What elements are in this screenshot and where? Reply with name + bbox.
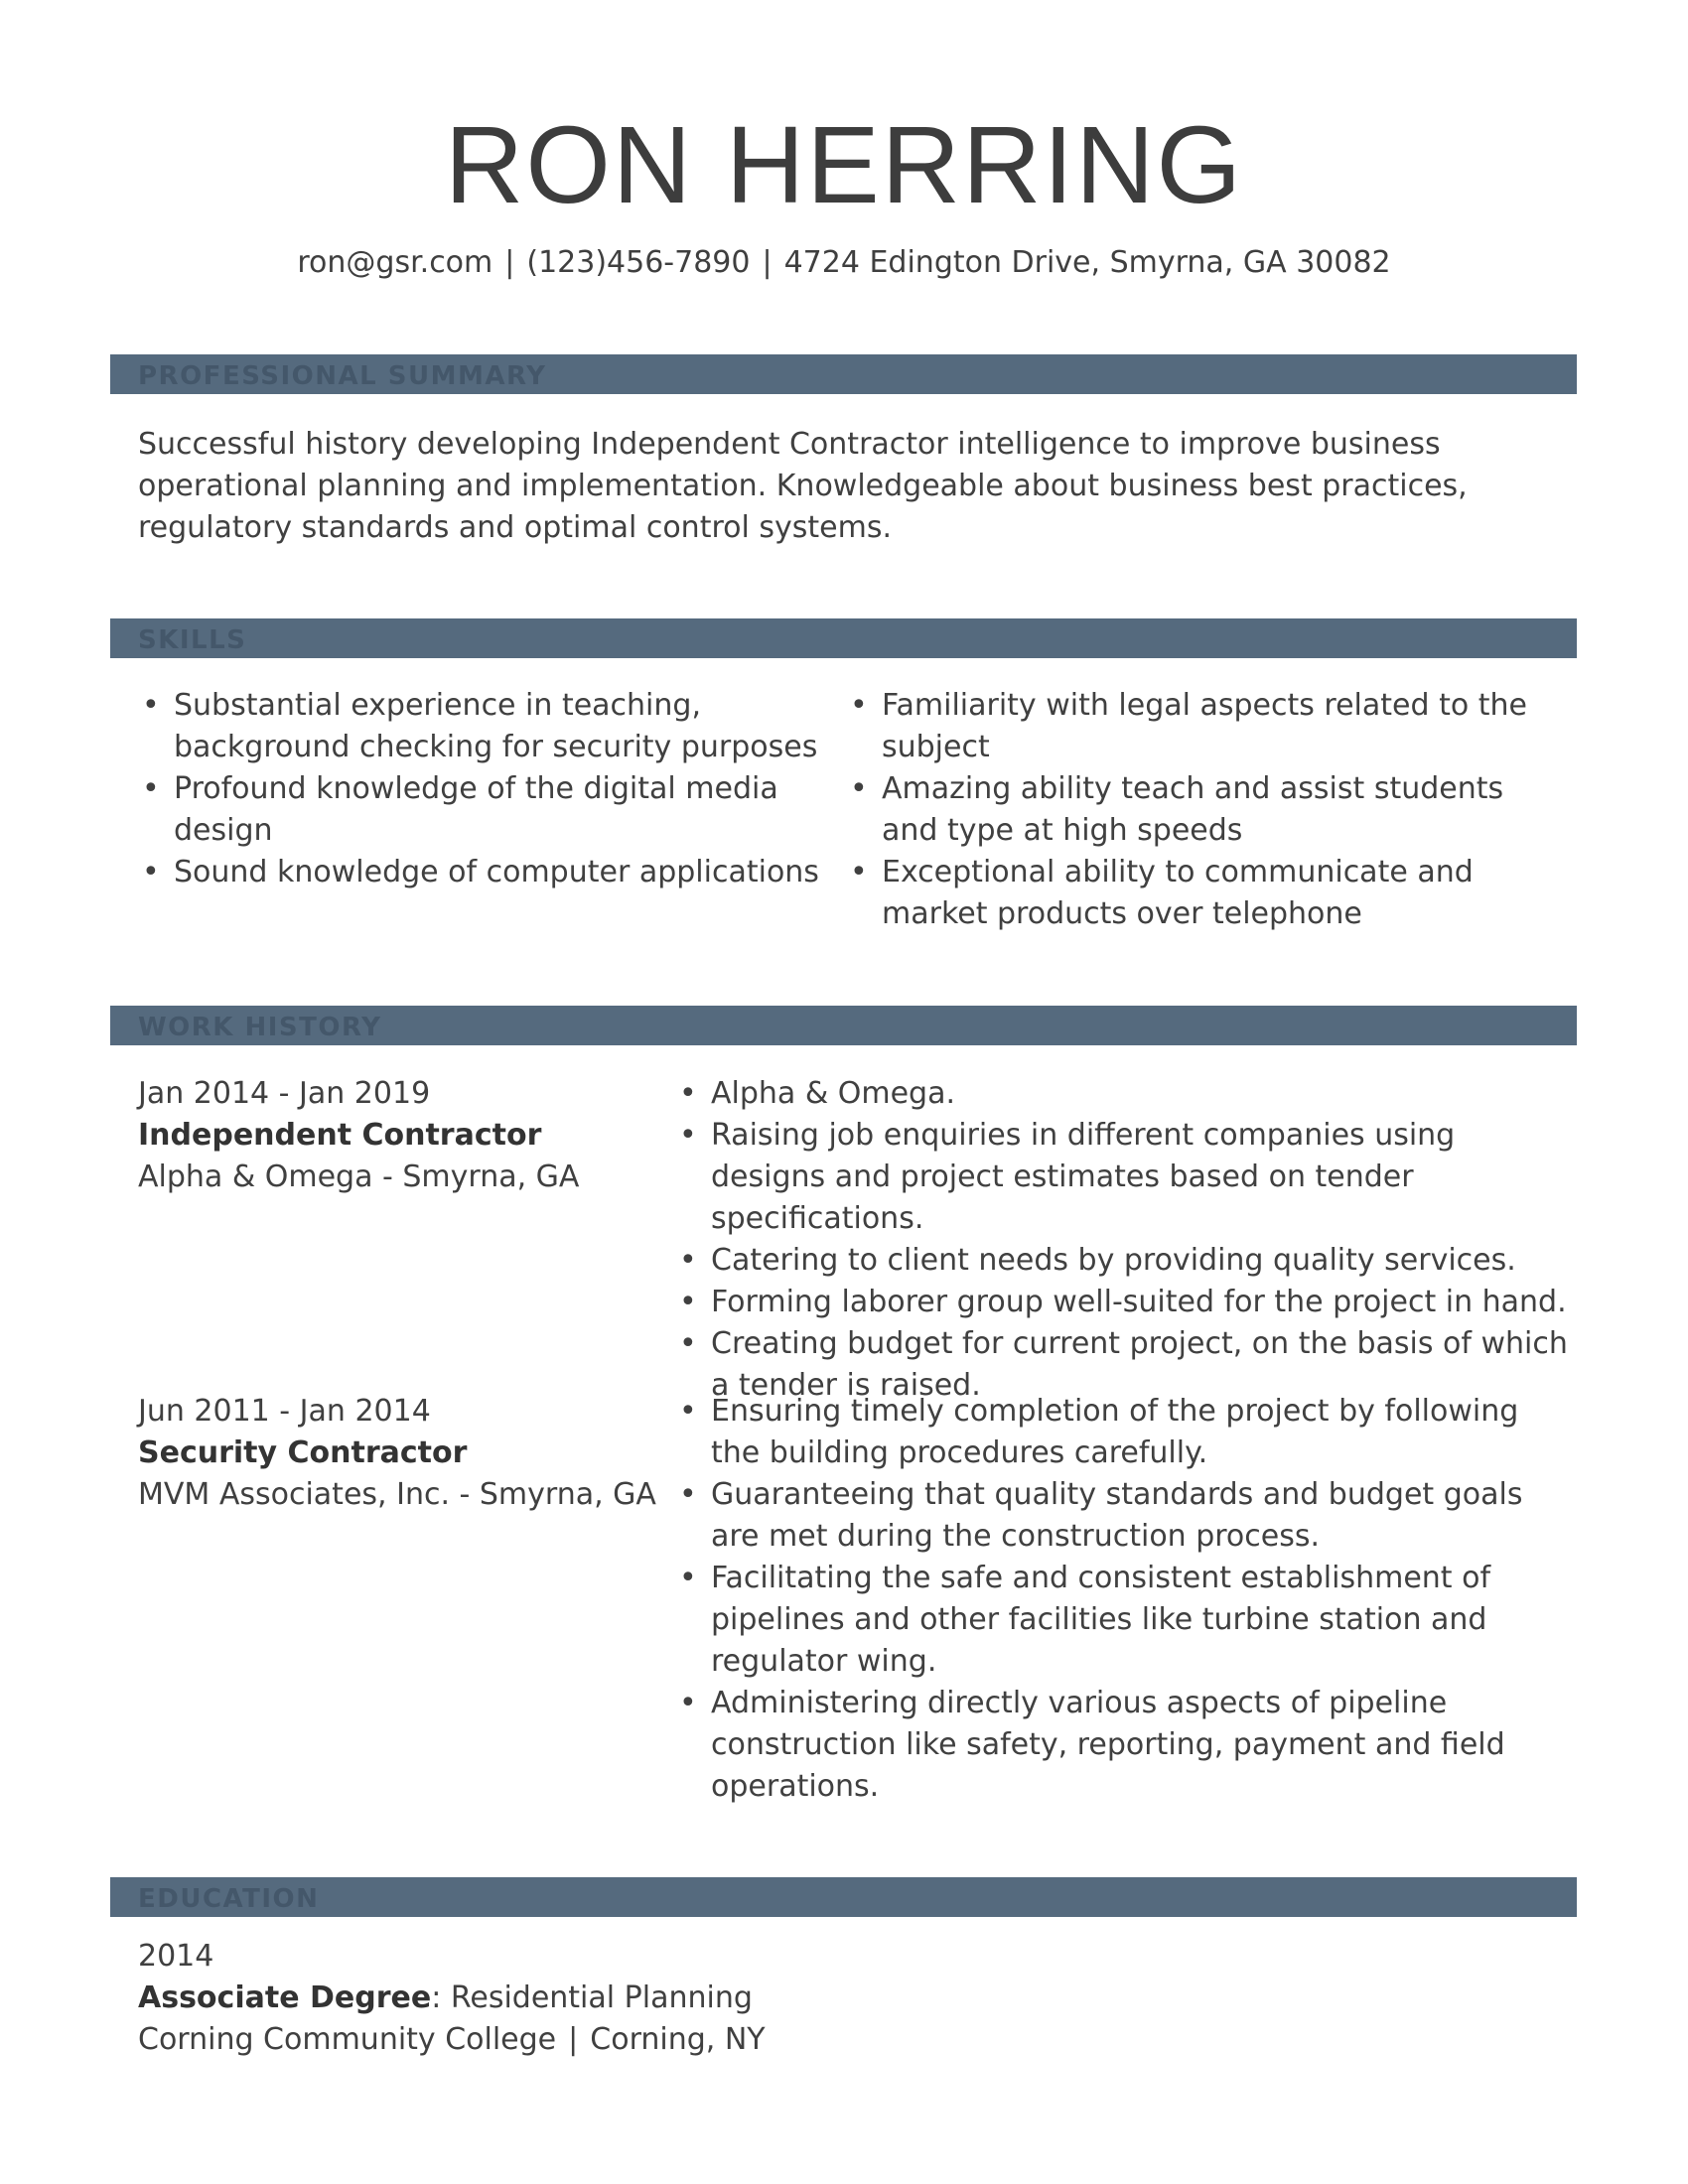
job-bullet: • Raising job enquiries in different companies using designs and project estimates based on tender specifications.	[675, 1115, 1569, 1240]
education-year: 2014	[138, 1939, 214, 1974]
education-school-line	[138, 2019, 1330, 2061]
job-bullets	[675, 1391, 1569, 1808]
section-title: EDUCATION	[138, 1884, 320, 1914]
education-degree: Associate Degree	[138, 1980, 432, 2015]
education-entry	[138, 1936, 1330, 2061]
section-title: WORK HISTORY	[138, 1013, 382, 1042]
contact-separator: |	[504, 245, 515, 280]
skills-list-left	[138, 685, 833, 893]
education-school: Corning Community College	[138, 2022, 557, 2057]
job-meta	[138, 1391, 674, 1516]
contact-line	[0, 245, 1688, 280]
education-location: Corning, NY	[590, 2022, 766, 2057]
job-bullet: • Ensuring timely completion of the project by following the building procedures carefully.	[675, 1391, 1569, 1474]
job-bullet: • Forming laborer group well-suited for the project in hand.	[675, 1282, 1569, 1323]
job-company: Alpha & Omega - Smyrna, GA	[138, 1160, 580, 1194]
job-dates: Jun 2011 - Jan 2014	[138, 1394, 431, 1429]
address: 4724 Edington Drive, Smyrna, GA 30082	[783, 245, 1391, 280]
summary-text: Successful history developing Independent Contractor intelligence to improve business operational planning and implementation. Knowledgeable about business best practices, regulatory standards and optimal control systems.	[138, 427, 1468, 545]
job-title: Independent Contractor	[138, 1118, 542, 1153]
candidate-name: RON HERRING	[444, 104, 1244, 226]
education-field-prefix: :	[431, 1980, 451, 2015]
section-title: PROFESSIONAL SUMMARY	[138, 361, 547, 391]
job-meta	[138, 1073, 674, 1198]
education-separator: |	[568, 2022, 579, 2057]
job-bullets	[675, 1073, 1569, 1407]
skill-item: • Familiarity with legal aspects related to the subject	[846, 685, 1561, 768]
job-bullet: • Creating budget for current project, on the basis of which a tender is raised.	[675, 1323, 1569, 1407]
skill-item: • Profound knowledge of the digital media design	[138, 768, 833, 852]
skill-item: • Substantial experience in teaching, background checking for security purposes	[138, 685, 833, 768]
skills-list-right	[846, 685, 1561, 935]
phone: (123)456-7890	[526, 245, 751, 280]
education-field: Residential Planning	[450, 1980, 753, 2015]
job-bullet: • Facilitating the safe and consistent establishment of pipelines and other facilities like turbine station and regulator wing.	[675, 1558, 1569, 1683]
skill-item: • Sound knowledge of computer applications	[138, 852, 833, 893]
job-dates: Jan 2014 - Jan 2019	[138, 1076, 431, 1111]
skill-item: • Exceptional ability to communicate and market products over telephone	[846, 852, 1561, 935]
skill-item: • Amazing ability teach and assist students and type at high speeds	[846, 768, 1561, 852]
section-header-work	[110, 1006, 1577, 1045]
job-bullet: • Guaranteeing that quality standards and budget goals are met during the construction process.	[675, 1474, 1569, 1558]
education-degree-line	[138, 1978, 1330, 2019]
job-bullet: • Alpha & Omega.	[675, 1073, 1569, 1115]
section-header-education	[110, 1877, 1577, 1917]
job-bullet: • Catering to client needs by providing quality services.	[675, 1240, 1569, 1282]
email: ron@gsr.com	[297, 245, 493, 280]
section-header-summary	[110, 354, 1577, 394]
job-bullet: • Administering directly various aspects of pipeline construction like safety, reporting, payment and field operations.	[675, 1683, 1569, 1808]
contact-separator: |	[762, 245, 773, 280]
section-header-skills	[110, 618, 1577, 658]
job-title: Security Contractor	[138, 1435, 468, 1470]
job-company: MVM Associates, Inc. - Smyrna, GA	[138, 1477, 656, 1512]
section-title: SKILLS	[138, 625, 247, 655]
